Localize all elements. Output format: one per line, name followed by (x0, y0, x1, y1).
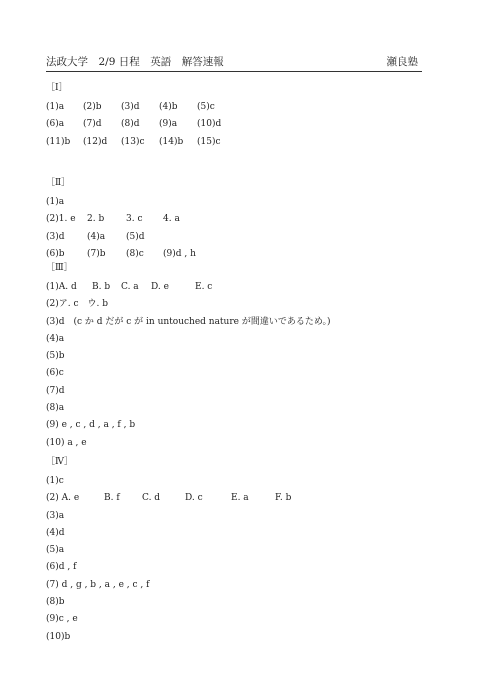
answer-row (46, 594, 73, 611)
answer-item: (2)1. e (46, 214, 76, 225)
answer-item: E. a (231, 493, 249, 504)
answer-row (46, 194, 70, 211)
answer-item: (10) a , e (46, 437, 87, 448)
section-title: ［Ⅱ］ (46, 178, 71, 188)
answer-item: (5)d (126, 231, 145, 242)
answer-row (46, 134, 221, 151)
answer-section-4 (46, 455, 292, 646)
answer-item: (8)d (121, 119, 140, 130)
answer-row (46, 611, 78, 628)
answer-row (46, 279, 213, 296)
answer-item: 3. c (126, 214, 143, 225)
answer-row (46, 99, 215, 116)
answer-item: (9)c , e (46, 614, 78, 625)
answer-row (46, 559, 77, 576)
answer-item: (8)a (46, 403, 65, 414)
answer-item: (3)d (c か d だが c が in untouched nature が間違いであるため。) (46, 316, 331, 327)
section-title: ［Ⅳ］ (46, 457, 73, 467)
answer-item: C. a (121, 282, 139, 292)
answer-row (46, 577, 150, 594)
document-header (46, 53, 422, 72)
answer-item: D. e (151, 282, 169, 292)
answer-item: (6)d , f (46, 562, 77, 573)
answer-row (46, 383, 73, 400)
section-title: ［Ⅲ］ (46, 263, 73, 273)
answer-item: (9)a (159, 119, 178, 130)
answer-item: (5)a (46, 545, 65, 556)
answer-item: (7)d (46, 385, 65, 396)
answer-item: (9) e , c , d , a , f , b (46, 420, 136, 431)
answer-item: (12)d (83, 136, 108, 147)
answer-row (46, 348, 73, 365)
answer-item: (1)A. d (46, 282, 77, 292)
answer-item: (7)d (83, 119, 102, 130)
answer-row (46, 116, 222, 133)
answer-row (46, 473, 73, 490)
answer-item: (4)a (46, 333, 65, 344)
answer-item: B. f (104, 493, 120, 504)
answer-item: (8)c (126, 248, 144, 259)
answer-item: (4)d (46, 527, 65, 538)
school-name: 瀬良塾 (386, 56, 418, 68)
answer-item: (15)c (197, 136, 221, 147)
answer-item: (5)b (46, 351, 65, 362)
answer-item: E. c (195, 282, 213, 292)
answer-item: (2)ア. c ウ. b (46, 299, 108, 310)
answer-item: F. b (275, 493, 292, 504)
answer-item: (11)b (46, 136, 71, 147)
answer-item: (3)d (121, 102, 140, 112)
answer-item: (10)d (197, 119, 222, 130)
answer-item: (4)b (159, 102, 178, 112)
answer-row (46, 435, 87, 452)
answer-item: C. d (142, 493, 161, 504)
answer-item: (2) A. e (46, 493, 80, 504)
answer-item: (6)a (46, 119, 65, 130)
answer-item: (10)b (46, 631, 71, 642)
answer-item: (9)d , h (163, 248, 196, 259)
answer-row (46, 296, 108, 313)
answer-item: 4. a (163, 214, 180, 225)
answer-item: (8)b (46, 597, 65, 608)
answer-item: B. b (92, 282, 111, 292)
answer-item: (2)b (83, 102, 102, 112)
answer-item: (6)b (46, 248, 65, 259)
answer-row (46, 314, 331, 331)
answer-row (46, 211, 180, 228)
document-title: 法政大学 2/9 日程 英語 解答速報 (46, 56, 224, 68)
answer-item: (5)c (197, 102, 215, 112)
answer-item: (3)a (46, 510, 65, 521)
answer-item: (7)b (87, 248, 106, 259)
answer-item: (3)d (46, 231, 65, 242)
answer-item: (1)c (46, 476, 64, 486)
section-title: ［Ⅰ］ (46, 83, 68, 93)
answer-item: (4)a (87, 231, 106, 242)
answer-item: (1)a (46, 197, 65, 207)
answer-item: (13)c (121, 136, 145, 147)
answer-row (46, 417, 136, 434)
answer-section-3 (46, 261, 331, 452)
answer-item: (1)a (46, 102, 65, 112)
answer-row (46, 331, 73, 348)
answer-item: (14)b (159, 136, 184, 147)
answer-item: D. c (185, 493, 203, 504)
answer-row (46, 365, 73, 382)
answer-row (46, 525, 73, 542)
answer-item: (6)c (46, 368, 64, 379)
answer-row (46, 542, 73, 559)
answer-section-2 (46, 176, 196, 263)
answer-item: 2. b (87, 214, 105, 225)
answer-row (46, 400, 73, 417)
answer-row (46, 508, 73, 525)
answer-section-1 (46, 81, 222, 151)
answer-row (46, 229, 145, 246)
answer-row (46, 629, 73, 646)
answer-item: (7) d , g , b , a , e , c , f (46, 579, 150, 590)
answer-row (46, 490, 292, 507)
